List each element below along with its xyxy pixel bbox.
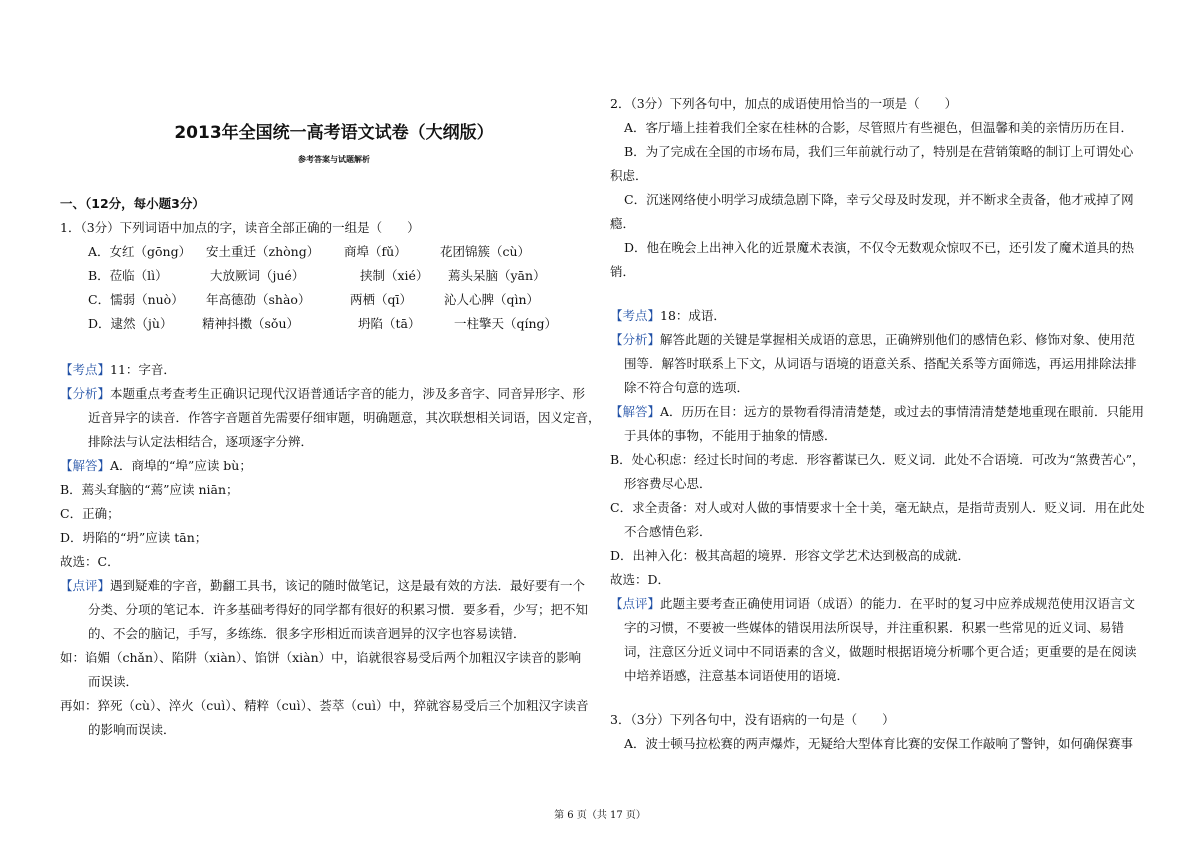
option-word: D．逮然（jù） (88, 316, 173, 331)
q3-stem: 3．（3分）下列各句中，没有语病的一句是（ ） (610, 712, 895, 727)
fenxi-text: 排除法与认定法相结合，逐项逐字分辨． (88, 434, 314, 449)
page-title: 2013年全国统一高考语文试卷（大纲版） (174, 123, 494, 143)
dianping-text: 此题主要考查正确使用词语（成语）的能力．在平时的复习中应养成规范使用汉语言文 (660, 596, 1136, 611)
q2-option: B．为了完成在全国的市场布局，我们三年前就行动了，特别是在营销策略的制订上可谓处心 (624, 144, 1134, 159)
q1-dianping-line (60, 576, 585, 596)
fenxi-text: 近音异字的读音．作答字音题首先需要仔细审题，明确题意，其次联想相关词语，因义定音， (88, 410, 601, 425)
dianping-tag: 【点评】 (60, 578, 111, 593)
q2-option: A．客厅墙上挂着我们全家在桂林的合影，尽管照片有些褪色，但温馨和美的亲情历历在目． (624, 120, 1134, 135)
fenxi-text: 除不符合句意的选项． (624, 380, 750, 395)
q2-option: D．他在晚会上出神入化的近景魔术表演，不仅令无数观众惊叹不已，还引发了魔术道具的热 (624, 240, 1135, 255)
q2-kaodian (610, 306, 726, 326)
kaodian-tag: 【考点】 (60, 362, 111, 377)
page-subtitle: 参考答案与试题解析 (298, 154, 370, 164)
q1-option-row-b (88, 266, 588, 286)
extra-text: 如：谄媚（chǎn）、陷阱（xiàn）、馅饼（xiàn）中，谄就很容易受后两个加粗汉字读音的影响 (60, 650, 582, 665)
extra-text: 再如：猝死（cù）、淬火（cuì）、精粹（cuì）、荟萃（cuì）中，猝就容易受后三个加粗汉字读音 (60, 698, 589, 713)
jieda-text: 形容费尽心思． (624, 476, 712, 491)
option-word: C．懦弱（nuò） (88, 292, 184, 307)
option-word: 年高德劭（shào） (206, 292, 311, 307)
fenxi-text: 围等．解答时联系上下文，从词语与语境的语意关系、搭配关系等方面筛选，再运用排除法排 (624, 356, 1137, 371)
dianping-text: 分类、分项的笔记本．许多基础考得好的同学都有很好的积累习惯．要多看，少写；把不知 (88, 602, 589, 617)
q1-option-row-c (88, 290, 588, 310)
dianping-text: 的、不会的脑记，手写，多练练．很多字形相近而读音迥异的汉字也容易读错． (88, 626, 526, 641)
option-word: 沁人心脾（qìn） (444, 292, 540, 307)
q2-stem: 2．（3分）下列各句中，加点的成语使用恰当的一项是（ ） (610, 96, 958, 111)
jieda-text: C．求全责备：对人或对人做的事情要求十全十美，毫无缺点，是指苛责别人．贬义词．用在此处 (610, 500, 1145, 515)
option-word: 挟制（xié） (360, 268, 429, 283)
option-word: 花团锦簇（cù） (440, 244, 531, 259)
jieda-text: B．蔫头耷脑的“蔫”应读 niān； (60, 482, 239, 497)
fenxi-text: 解答此题的关键是掌握相关成语的意思，正确辨别他们的感情色彩、修饰对象、使用范 (660, 332, 1136, 347)
jieda-text: A．商埠的“埠”应读 bù； (110, 458, 252, 473)
jieda-text: 于具体的事物，不能用于抽象的情感． (624, 428, 837, 443)
option-word: 精神抖擞（sǒu） (202, 316, 299, 331)
fenxi-text: 本题重点考查考生正确识记现代汉语普通话字音的能力，涉及多音字、同音异形字、形 (110, 386, 586, 401)
option-word: 大放厥词（jué） (210, 268, 305, 283)
jieda-text: C．正确； (60, 506, 120, 521)
section-heading: 一、（12分，每小题3分） (60, 196, 205, 211)
q1-fenxi-line (60, 384, 585, 404)
kaodian-text: 11：字音． (110, 362, 176, 377)
option-word: 安土重迁（zhòng） (206, 244, 320, 259)
q1-option-row-d (88, 314, 588, 334)
option-word: 坍陷（tā） (358, 316, 421, 331)
jieda-text: 不合感情色彩． (624, 524, 712, 539)
page-footer: 第 6 页（共 17 页） (554, 810, 646, 821)
option-word: 商埠（fǔ） (344, 244, 407, 259)
q3-option-a: A．波士顿马拉松赛的两声爆炸，无疑给大型体育比赛的安保工作敲响了警钟，如何确保赛事 (624, 736, 1134, 751)
dianping-text: 词，注意区分近义词中不同语素的含义，做题时根据语境分析哪个更合适；更重要的是在阅读 (624, 644, 1137, 659)
option-word: 一柱擎天（qíng） (454, 316, 558, 331)
option-word: B．莅临（lì） (88, 268, 168, 283)
kaodian-tag: 【考点】 (610, 308, 661, 323)
extra-text: 的影响而误读． (88, 722, 176, 737)
option-word: 两栖（qī） (350, 292, 412, 307)
q2-fenxi-line (610, 330, 1135, 350)
dianping-tag: 【点评】 (610, 596, 661, 611)
q2-option: C．沉迷网络使小明学习成绩急剧下降，幸亏父母及时发现，并不断求全责备，他才戒掉了网 (624, 192, 1134, 207)
jieda-text: A．历历在目：远方的景物看得清清楚楚，或过去的事情清清楚楚地重现在眼前．只能用 (660, 404, 1145, 419)
dianping-text: 中培养语感，注意基本词语使用的语境． (624, 668, 850, 683)
q2-option: 瘾． (610, 216, 636, 231)
q1-kaodian (60, 360, 176, 380)
option-word: A．女红（gōng） (88, 244, 192, 259)
extra-text: 而误读． (88, 674, 139, 689)
dianping-text: 字的习惯，不要被一些媒体的错误用法所误导，并注重积累．积累一些常见的近义词、易错 (624, 620, 1125, 635)
q2-dianping-line (610, 594, 1135, 614)
fenxi-tag: 【分析】 (610, 332, 661, 347)
dianping-text: 遇到疑难的字音，勤翻工具书，该记的随时做笔记，这是最有效的方法．最好要有一个 (110, 578, 586, 593)
q2-option: 积虑． (610, 168, 648, 183)
jieda-text: 故选：D． (610, 572, 671, 587)
q1-option-row-a (88, 242, 588, 262)
fenxi-tag: 【分析】 (60, 386, 111, 401)
option-word: 蔫头呆脑（yān） (448, 268, 546, 283)
q1-jieda-line (60, 456, 252, 476)
q2-jieda-line (610, 402, 1144, 422)
q2-option: 销． (610, 264, 636, 279)
jieda-text: 故选：C． (60, 554, 120, 569)
jieda-tag: 【解答】 (610, 404, 661, 419)
kaodian-text: 18：成语． (660, 308, 726, 323)
jieda-text: D．坍陷的“坍”应读 tān； (60, 530, 208, 545)
jieda-text: D．出神入化：极其高超的境界．形容文学艺术达到极高的成就． (610, 548, 971, 563)
jieda-text: B．处心积虑：经过长时间的考虑．形容蓄谋已久．贬义词．此处不合语境．可改为“煞费苦心”， (610, 452, 1145, 467)
q1-stem: 1．（3分）下列词语中加点的字，读音全部正确的一组是（ ） (60, 220, 420, 235)
jieda-tag: 【解答】 (60, 458, 111, 473)
